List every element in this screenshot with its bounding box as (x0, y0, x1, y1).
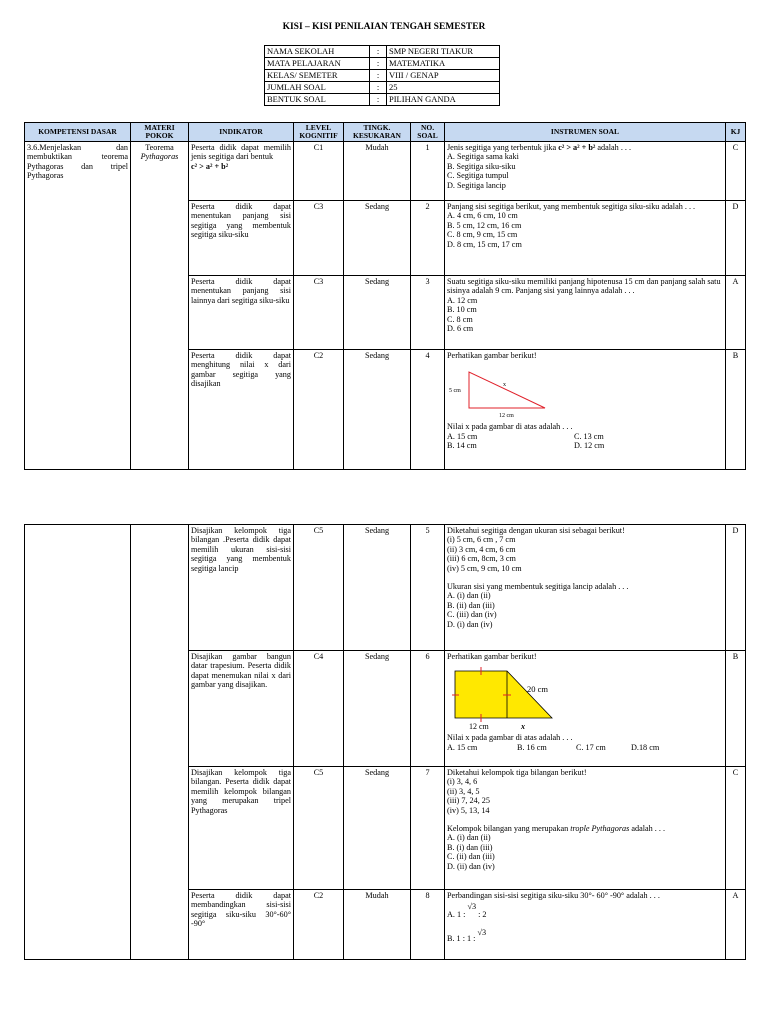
kj-cell: B (726, 350, 746, 470)
table-row (25, 142, 746, 201)
materi-cell-empty (131, 525, 189, 960)
level-cell: C5 (294, 525, 344, 651)
tingk-cell: Sedang (344, 525, 411, 651)
option: A. 1 : √3 : 2 (447, 902, 487, 920)
option: B. Segitiga siku-siku (447, 161, 516, 171)
tingk-cell: Sedang (344, 651, 411, 767)
option: D. Segitiga lancip (447, 180, 506, 190)
right-triangle-figure (447, 368, 557, 418)
header-kj: KJ (726, 123, 746, 142)
header-level: LEVEL KOGNITIF (294, 123, 344, 142)
info-row: JUMLAH SOAL : 25 (265, 82, 500, 94)
option: B. 10 cm (447, 305, 477, 315)
instrumen-cell: Perbandingan sisi-sisi segitiga siku-siku 30°- 60° -90° adalah . . . A. 1 : √3 : 2 B. 1 : 1 : √3 (445, 890, 726, 960)
triangle-base-label: 12 cm (499, 413, 514, 419)
indikator-cell: Disajikan kelompok tiga bilangan .Peserta didik dapat memilih ukuran sisi-sisi segitiga yang membentuk segitiga lancip (189, 525, 294, 651)
tingk-cell: Mudah (344, 142, 411, 201)
tingk-cell: Sedang (344, 767, 411, 890)
info-row: KELAS/ SEMETER : VIII / GENAP (265, 70, 500, 82)
triangle-side-label: 5 cm (449, 388, 461, 395)
no-cell: 3 (411, 276, 445, 350)
kj-cell: C (726, 142, 746, 201)
option: D. 8 cm, 15 cm, 17 cm (447, 239, 522, 249)
option: A. 12 cm (447, 295, 478, 305)
option: C. Segitiga tumpul (447, 171, 509, 181)
triangle-hyp-label: x (503, 382, 506, 389)
kisi-table-page-2 (24, 524, 746, 960)
option: D. (i) dan (iv) (447, 619, 493, 629)
option: C. 8 cm (447, 314, 473, 324)
item: (i) 3, 4, 6 (447, 777, 478, 787)
indikator-cell: Peserta didik dapat menentukan panjang sisi lainnya dari segitiga siku-siku (189, 276, 294, 350)
level-cell: C2 (294, 890, 344, 960)
item: (iii) 7, 24, 25 (447, 796, 490, 806)
instrumen-cell: Perhatikan gambar berikut! 5 cm x 12 cm Nilai x pada gambar di atas adalah . . . A. 15 cm C. 13 cm B. 14 cm D. 12 cm (445, 350, 726, 470)
tingk-cell: Mudah (344, 890, 411, 960)
kj-cell: D (726, 201, 746, 276)
materi-cell: Teorema Pythagoras (131, 142, 189, 470)
school-info-table (264, 45, 500, 106)
trapezoid-slant-label: 20 cm (527, 684, 549, 695)
indikator-cell: Peserta didik dapat membandingkan sisi-sisi segitiga siku-siku 30°-60° -90° (189, 890, 294, 960)
instrumen-cell: Diketahui segitiga dengan ukuran sisi sebagai berikut! (i) 5 cm, 6 cm , 7 cm (ii) 3 cm, 4 cm, 6 cm (iii) 6 cm, 8cm, 3 cm (iv) 5 cm, 9 cm, 10 cm Ukuran sisi yang membentuk segitiga lancip adalah . . . A. (i) dan (ii) B. (ii) dan (iii) C. (iii) dan (iv) D. (i) dan (iv) (445, 525, 726, 651)
option: C. (iii) dan (iv) (447, 610, 497, 620)
no-cell: 6 (411, 651, 445, 767)
option: D. (ii) dan (iv) (447, 861, 495, 871)
option: B. 1 : 1 : √3 (447, 927, 487, 943)
indikator-cell: Disajikan gambar bangun datar trapesium. Peserta didik dapat menemukan nilai x dari gambar yang disajikan. (189, 651, 294, 767)
tingk-cell: Sedang (344, 201, 411, 276)
level-cell: C3 (294, 276, 344, 350)
no-cell: 8 (411, 890, 445, 960)
no-cell: 2 (411, 201, 445, 276)
option: D. 12 cm (574, 441, 605, 451)
item: (iv) 5, 13, 14 (447, 805, 490, 815)
no-cell: 1 (411, 142, 445, 201)
info-row: NAMA SEKOLAH : SMP NEGERI TIAKUR (265, 46, 500, 58)
info-row: BENTUK SOAL : PILIHAN GANDA (265, 94, 500, 106)
option: D.18 cm (631, 742, 660, 752)
option: A. 15 cm (447, 742, 478, 752)
option: B. (i) dan (iii) (447, 842, 493, 852)
document-title: KISI – KISI PENILAIAN TENGAH SEMESTER (282, 22, 486, 32)
indikator-cell: Disajikan kelompok tiga bilangan. Peserta didik dapat memilih kelompok bilangan yang merupakan tripel Pythagoras (189, 767, 294, 890)
header-tingk: TINGK. KESUKARAN (344, 123, 411, 142)
no-cell: 4 (411, 350, 445, 470)
tingk-cell: Sedang (344, 276, 411, 350)
option: B. 5 cm, 12 cm, 16 cm (447, 220, 522, 230)
info-row: MATA PELAJARAN : MATEMATIKA (265, 58, 500, 70)
item: (ii) 3, 4, 5 (447, 786, 480, 796)
instrumen-cell: Suatu segitiga siku-siku memiliki panjang hipotenusa 15 cm dan panjang salah satu sisinya adalah 9 cm. Panjang sisi yang lainnya adalah . . . A. 12 cm B. 10 cm C. 8 cm D. 6 cm (445, 276, 726, 350)
trapezoid-base-label: 12 cm (469, 722, 489, 732)
option: A. (i) dan (ii) (447, 833, 491, 843)
instrumen-cell: Perhatikan gambar berikut! 20 cm 12 cm x Nilai x pada gambar di atas adalah . . . A. 15 cm B. 16 cm C. 17 cm D.18 cm (445, 651, 726, 767)
header-materi: MATERI POKOK (131, 123, 189, 142)
no-cell: 7 (411, 767, 445, 890)
level-cell: C1 (294, 142, 344, 201)
option: A. 4 cm, 6 cm, 10 cm (447, 211, 518, 221)
kd-cell: 3.6.Menjelaskan dan membuktikan teorema Pythagoras dan tripel Pythagoras (25, 142, 131, 470)
option: B. (ii) dan (iii) (447, 600, 495, 610)
kj-cell: A (726, 276, 746, 350)
option: B. 16 cm (517, 742, 547, 752)
kj-cell: B (726, 651, 746, 767)
option: C. (ii) dan (iii) (447, 852, 495, 862)
item: (iv) 5 cm, 9 cm, 10 cm (447, 563, 522, 573)
item: (iii) 6 cm, 8cm, 3 cm (447, 554, 516, 564)
kj-cell: C (726, 767, 746, 890)
header-kd: KOMPETENSI DASAR (25, 123, 131, 142)
option: C. 17 cm (576, 742, 606, 752)
option: A. 15 cm (447, 431, 478, 441)
header-instrumen: INSTRUMEN SOAL (445, 123, 726, 142)
level-cell: C2 (294, 350, 344, 470)
item: (i) 5 cm, 6 cm , 7 cm (447, 535, 516, 545)
level-cell: C5 (294, 767, 344, 890)
header-no: NO. SOAL (411, 123, 445, 142)
option: A. Segitiga sama kaki (447, 152, 519, 162)
kd-cell-empty (25, 525, 131, 960)
table-row (25, 525, 746, 651)
header-indikator: INDIKATOR (189, 123, 294, 142)
level-cell: C4 (294, 651, 344, 767)
instrumen-cell: Diketahui kelompok tiga bilangan berikut! (i) 3, 4, 6 (ii) 3, 4, 5 (iii) 7, 24, 25 (iv) 5, 13, 14 Kelompok bilangan yang merupakan trople Pythagoras adalah . . . A. (i) dan (ii) B. (i) dan (iii) C. (ii) dan (iii) D. (ii) dan (iv) (445, 767, 726, 890)
trapezoid-figure (451, 665, 571, 731)
kj-cell: D (726, 525, 746, 651)
option: C. 13 cm (574, 431, 604, 441)
indikator-cell: Peserta didik dapat memilih jenis segitiga dari bentuk c² > a² + b² (189, 142, 294, 201)
no-cell: 5 (411, 525, 445, 651)
kisi-table-page-1 (24, 122, 746, 470)
level-cell: C3 (294, 201, 344, 276)
item: (ii) 3 cm, 4 cm, 6 cm (447, 544, 516, 554)
tingk-cell: Sedang (344, 350, 411, 470)
indikator-cell: Peserta didik dapat menghitung nilai x dari gambar segitiga yang disajikan (189, 350, 294, 470)
indikator-cell: Peserta didik dapat menentukan panjang sisi segitiga yang membentuk segitiga siku-siku (189, 201, 294, 276)
option: B. 14 cm (447, 441, 477, 451)
trapezoid-x-label: x (521, 722, 525, 732)
option: A. (i) dan (ii) (447, 591, 491, 601)
kj-cell: A (726, 890, 746, 960)
table-header-row (25, 123, 746, 142)
instrumen-cell: Jenis segitiga yang terbentuk jika c² > a² + b² adalah . . . A. Segitiga sama kaki B. Segitiga siku-siku C. Segitiga tumpul D. Segitiga lancip (445, 142, 726, 201)
instrumen-cell: Panjang sisi segitiga berikut, yang membentuk segitiga siku-siku adalah . . . A. 4 cm, 6 cm, 10 cm B. 5 cm, 12 cm, 16 cm C. 8 cm, 9 cm, 15 cm D. 8 cm, 15 cm, 17 cm (445, 201, 726, 276)
option: D. 6 cm (447, 324, 474, 334)
option: C. 8 cm, 9 cm, 15 cm (447, 230, 518, 240)
